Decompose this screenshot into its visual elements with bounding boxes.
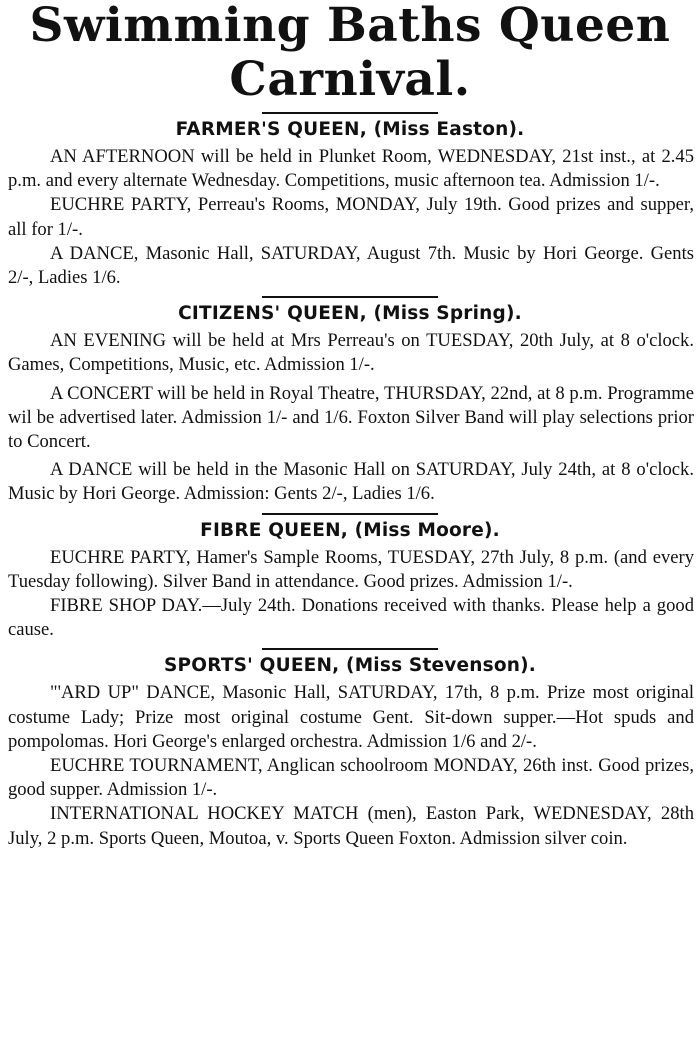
section-citizens-queen xyxy=(0,302,700,506)
divider xyxy=(0,106,700,118)
paragraph: "'ARD UP" DANCE, Masonic Hall, SATURDAY, 17th, 8 p.m. Prize most original costume Lady; Prize most original costume Gent. Sit-down supper.—Hot spuds and pompolomas. Hori George's enlarged orchestra. Admission 1/6 and 2/-. xyxy=(8,682,694,752)
section-heading: SPORTS' QUEEN, (Miss Stevenson). xyxy=(164,655,536,677)
paragraph: FIBRE SHOP DAY.—July 24th. Donations received with thanks. Please help a good cause. xyxy=(8,595,694,641)
section-sports-queen xyxy=(0,654,700,850)
page-title-line-2: Carnival. xyxy=(229,52,471,107)
section-heading: FIBRE QUEEN, (Miss Moore). xyxy=(200,519,500,541)
paragraph: A DANCE will be held in the Masonic Hall on SATURDAY, July 24th, at 8 o'clock. Music by Hori George. Admission: Gents 2/-, Ladies 1/6. xyxy=(8,459,694,505)
divider xyxy=(0,290,700,302)
paragraph: EUCHRE PARTY, Perreau's Rooms, MONDAY, July 19th. Good prizes and supper, all for 1/-. xyxy=(8,194,694,240)
divider xyxy=(0,507,700,519)
divider xyxy=(0,642,700,654)
section-heading: CITIZENS' QUEEN, (Miss Spring). xyxy=(178,303,522,325)
paragraph: EUCHRE TOURNAMENT, Anglican schoolroom MONDAY, 26th inst. Good prizes, good supper. Admission 1/-. xyxy=(8,755,694,801)
paragraph: A DANCE, Masonic Hall, SATURDAY, August 7th. Music by Hori George. Gents 2/-, Ladies 1/6. xyxy=(8,242,694,289)
paragraph: AN AFTERNOON will be held in Plunket Room, WEDNESDAY, 21st inst., at 2.45 p.m. and every alternate Wednesday. Competitions, music afternoon tea. Admission 1/-. xyxy=(8,146,694,192)
page-title-line-1: Swimming Baths Queen xyxy=(29,0,671,53)
section-farmers-queen xyxy=(0,118,700,290)
paragraph: A CONCERT will be held in Royal Theatre, THURSDAY, 22nd, at 8 p.m. Programme wil be advertised later. Admission 1/- and 1/6. Foxton Silver Band will play selections prior to Concert. xyxy=(8,382,694,453)
section-heading: FARMER'S QUEEN, (Miss Easton). xyxy=(175,119,525,140)
paragraph: EUCHRE PARTY, Hamer's Sample Rooms, TUESDAY, 27th July, 8 p.m. (and every Tuesday following). Silver Band in attendance. Good prizes. Admission 1/-. xyxy=(8,546,694,592)
paragraph: AN EVENING will be held at Mrs Perreau's on TUESDAY, 20th July, at 8 o'clock. Games, Competitions, Music, etc. Admission 1/-. xyxy=(8,330,694,376)
paragraph: INTERNATIONAL HOCKEY MATCH (men), Easton Park, WEDNESDAY, 28th July, 2 p.m. Sports Queen, Moutoa, v. Sports Queen Foxton. Admission silver coin. xyxy=(8,803,694,849)
section-fibre-queen xyxy=(0,519,700,643)
